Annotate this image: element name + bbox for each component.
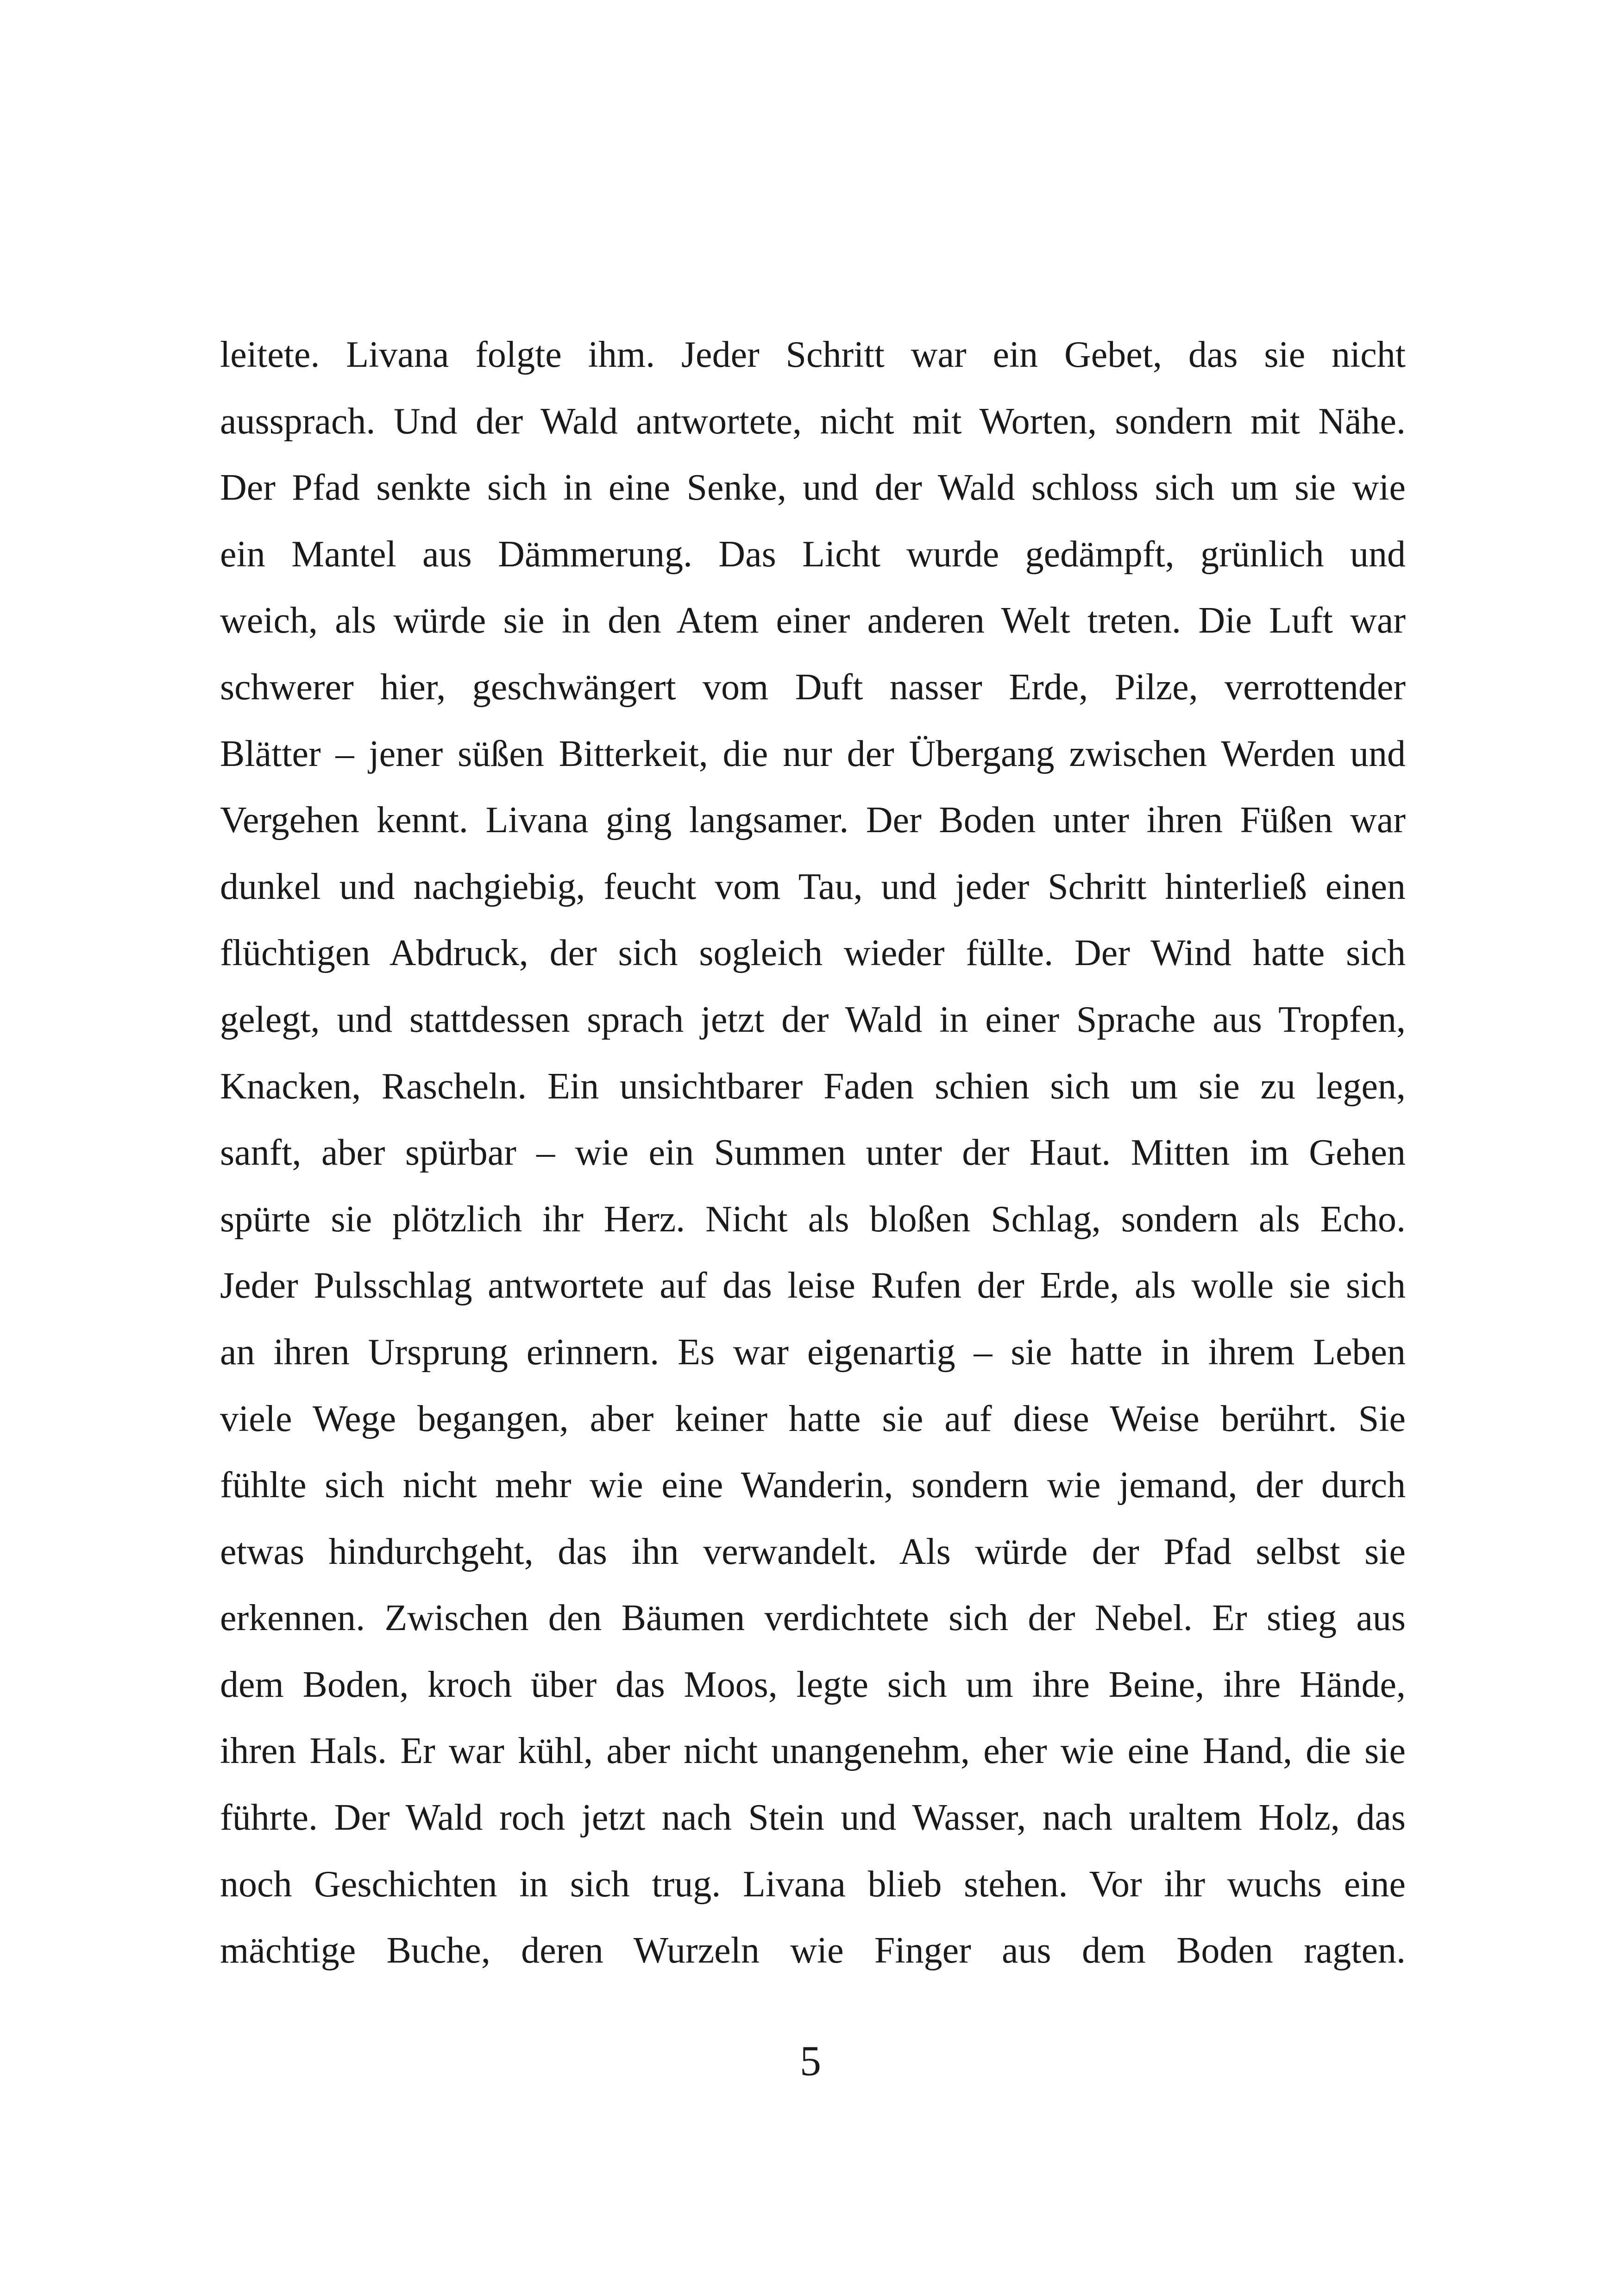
text-line: mächtige Buche, deren Wurzeln wie Finger aus dem Boden ragten. xyxy=(220,1930,1406,1971)
text-line: schwerer hier, geschwängert vom Duft nasser Erde, Pilze, verrottender xyxy=(220,666,1406,708)
text-line: etwas hindurchgeht, das ihn verwandelt. Als würde der Pfad selbst sie xyxy=(220,1531,1406,1572)
text-line: weich, als würde sie in den Atem einer anderen Welt treten. Die Luft war xyxy=(220,600,1406,641)
text-line: sanft, aber spürbar – wie ein Summen unter der Haut. Mitten im Gehen xyxy=(220,1132,1406,1173)
text-line: dunkel und nachgiebig, feucht vom Tau, und jeder Schritt hinterließ einen xyxy=(220,866,1406,907)
text-line: spürte sie plötzlich ihr Herz. Nicht als bloßen Schlag, sondern als Echo. xyxy=(220,1198,1406,1240)
text-line: leitete. Livana folgte ihm. Jeder Schritt war ein Gebet, das sie nicht xyxy=(220,334,1406,375)
text-line: Knacken, Rascheln. Ein unsichtbarer Faden schien sich um sie zu legen, xyxy=(220,1066,1406,1107)
text-line: Vergehen kennt. Livana ging langsamer. Der Boden unter ihren Füßen war xyxy=(220,800,1406,841)
text-line: aussprach. Und der Wald antwortete, nicht mit Worten, sondern mit Nähe. xyxy=(220,401,1406,442)
text-line: erkennen. Zwischen den Bäumen verdichtete sich der Nebel. Er stieg aus xyxy=(220,1598,1406,1639)
text-line: an ihren Ursprung erinnern. Es war eigenartig – sie hatte in ihrem Leben xyxy=(220,1331,1406,1373)
text-line: führte. Der Wald roch jetzt nach Stein und Wasser, nach uraltem Holz, das xyxy=(220,1797,1406,1838)
text-line: fühlte sich nicht mehr wie eine Wanderin, sondern wie jemand, der durch xyxy=(220,1465,1406,1506)
text-line: viele Wege begangen, aber keiner hatte sie auf diese Weise berührt. Sie xyxy=(220,1398,1406,1439)
text-line: ihren Hals. Er war kühl, aber nicht unangenehm, eher wie eine Hand, die sie xyxy=(220,1731,1406,1772)
text-line: Blätter – jener süßen Bitterkeit, die nur der Übergang zwischen Werden und xyxy=(220,733,1406,774)
text-line: dem Boden, kroch über das Moos, legte sich um ihre Beine, ihre Hände, xyxy=(220,1664,1406,1705)
body-text xyxy=(220,322,1406,1984)
page-number: 5 xyxy=(800,2037,821,2084)
text-line: flüchtigen Abdruck, der sich sogleich wieder füllte. Der Wind hatte sich xyxy=(220,933,1406,974)
text-line: Jeder Pulsschlag antwortete auf das leise Rufen der Erde, als wolle sie sich xyxy=(220,1265,1406,1306)
text-line: Der Pfad senkte sich in eine Senke, und der Wald schloss sich um sie wie xyxy=(220,467,1406,508)
text-line: ein Mantel aus Dämmerung. Das Licht wurde gedämpft, grünlich und xyxy=(220,533,1406,575)
text-line: gelegt, und stattdessen sprach jetzt der Wald in einer Sprache aus Tropfen, xyxy=(220,999,1406,1040)
text-line: noch Geschichten in sich trug. Livana blieb stehen. Vor ihr wuchs eine xyxy=(220,1863,1406,1905)
